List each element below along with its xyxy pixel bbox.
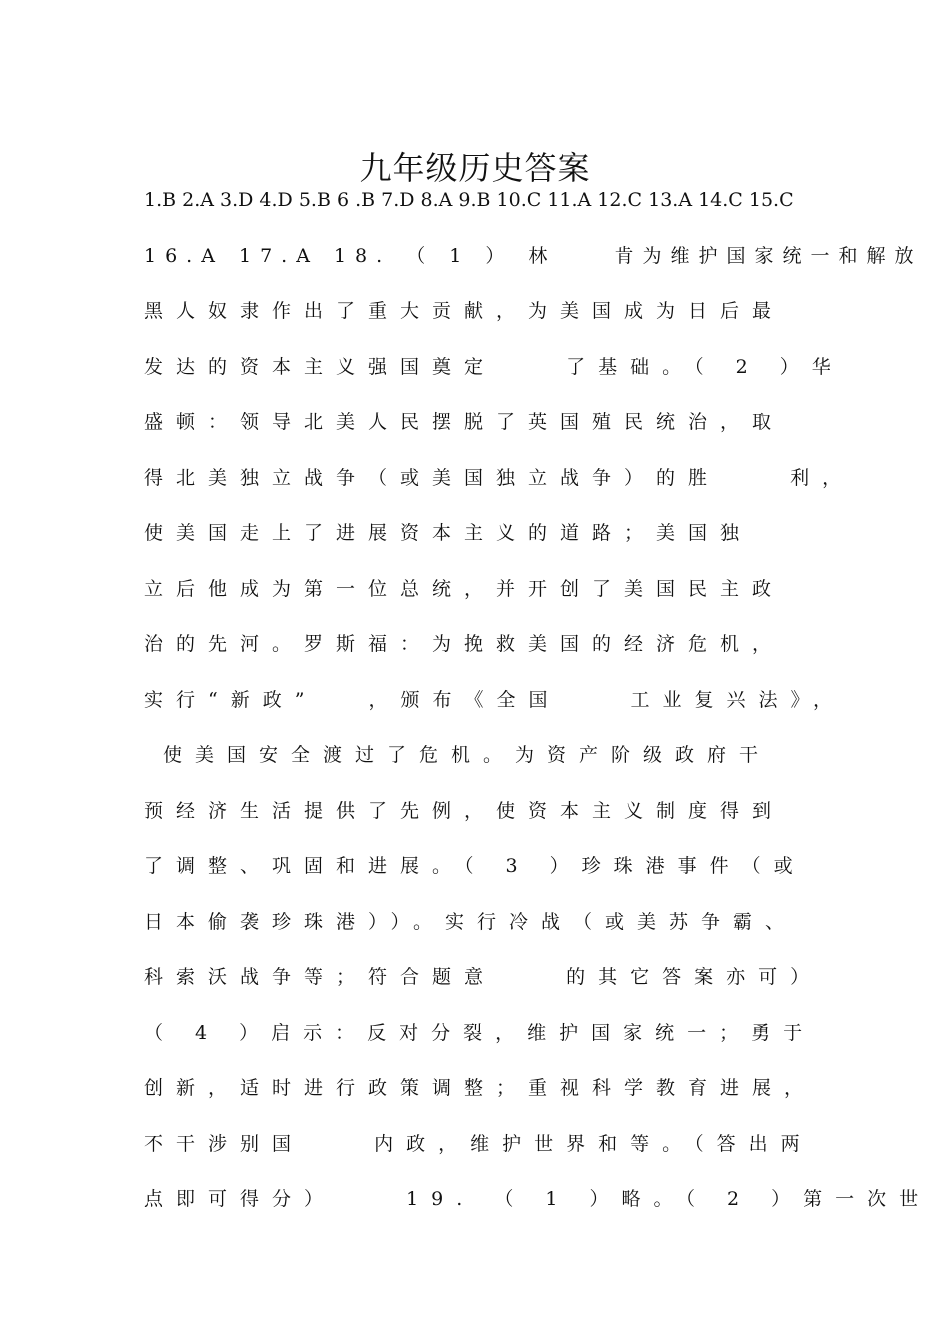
document-title: 九年级历史答案	[359, 149, 591, 188]
answer-line-2: 16.A 17.A 18. （ 1 ） 林 肯为维护国家统一和解放	[144, 245, 923, 267]
answer-line-7: 使美国走上了进展资本主义的道路；美国独	[144, 522, 753, 544]
answer-line-8: 立后他成为第一位总统，并开创了美国民主政	[144, 578, 785, 600]
answer-line-9: 治的先河。罗斯福：为挽救美国的经济危机，	[144, 633, 785, 655]
answer-line-12: 预经济生活提供了先例，使资本主义制度得到	[144, 800, 785, 822]
answer-line-1: 1.B 2.A 3.D 4.D 5.B 6 .B 7.D 8.A 9.B 10.C 11.A 12.C 13.A 14.C 15.C	[144, 189, 794, 211]
answer-line-3: 黑人奴隶作出了重大贡献，为美国成为日后最	[144, 300, 785, 322]
answer-line-6: 得北美独立战争（或美国独立战争）的胜 利，	[144, 467, 855, 489]
answer-line-14: 日本偷袭珍珠港））。实行冷战（或美苏争霸、	[144, 911, 798, 933]
answer-line-15: 科索沃战争等；符合题意 的其它答案亦可）	[144, 966, 823, 988]
answer-line-17: 创新，适时进行政策调整；重视科学教育进展，	[144, 1077, 817, 1099]
answer-line-4: 发达的资本主义强国奠定 了基础。（ 2 ）华	[144, 356, 844, 378]
answer-line-16: （ 4 ）启示：反对分裂，维护国家统一；勇于	[144, 1022, 816, 1044]
answer-line-19: 点即可得分） 19. （ 1 ）略。（ 2 ）第一次世	[144, 1188, 932, 1210]
answer-line-11: 使美国安全渡过了危机。为资产阶级政府干	[144, 744, 772, 766]
answer-line-10: 实行“新政” ，颁布《全国 工业复兴法》，	[144, 689, 846, 711]
answer-line-5: 盛顿：领导北美人民摆脱了英国殖民统治，取	[144, 411, 785, 433]
answer-line-13: 了调整、巩固和进展。（ 3 ）珍珠港事件（或	[144, 855, 806, 877]
answer-line-18: 不干涉别国 内政，维护世界和等。（答出两	[144, 1133, 813, 1155]
